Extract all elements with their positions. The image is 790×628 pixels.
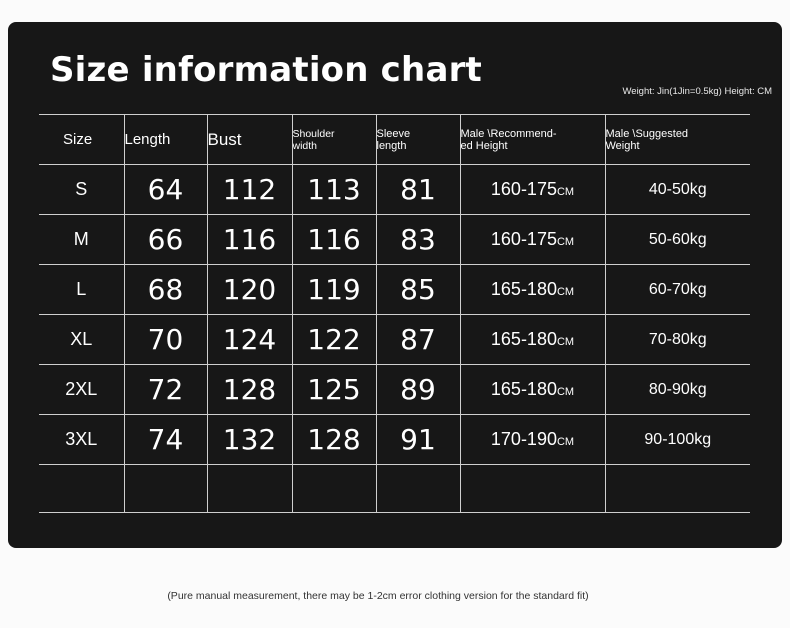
size-chart-card	[8, 22, 782, 548]
cell-size: 3XL	[39, 415, 124, 465]
header-sleeve-line2: length	[376, 139, 407, 152]
cell-bust: 132	[207, 415, 292, 465]
empty-cell	[376, 465, 460, 513]
header-weight-line2: Weight	[605, 139, 640, 152]
height-value: 165-180	[490, 379, 557, 399]
cell-length: 66	[124, 215, 207, 265]
cell-sleeve: 87	[376, 315, 460, 365]
height-unit: CM	[556, 386, 575, 398]
height-value: 165-180	[490, 329, 557, 349]
cell-bust: 124	[207, 315, 292, 365]
header-weight-line1: Male \Suggested	[605, 127, 689, 140]
table-row-m	[39, 215, 750, 265]
empty-cell	[292, 465, 376, 513]
cell-weight: 90-100kg	[605, 415, 750, 465]
height-unit: CM	[556, 286, 575, 298]
empty-cell	[207, 465, 292, 513]
cell-shoulder: 119	[292, 265, 376, 315]
header-sleeve	[376, 115, 460, 165]
cell-length: 64	[124, 165, 207, 215]
cell-bust: 112	[207, 165, 292, 215]
cell-height	[460, 415, 605, 465]
height-unit: CM	[556, 436, 575, 448]
cell-length: 72	[124, 365, 207, 415]
cell-weight: 60-70kg	[605, 265, 750, 315]
table-row-2xl	[39, 365, 750, 415]
cell-weight: 70-80kg	[605, 315, 750, 365]
header-height	[460, 115, 605, 165]
cell-bust: 120	[207, 265, 292, 315]
cell-sleeve: 81	[376, 165, 460, 215]
empty-cell	[460, 465, 605, 513]
empty-cell	[605, 465, 750, 513]
cell-shoulder: 128	[292, 415, 376, 465]
header-shoulder-line1: Shoulder	[292, 127, 335, 140]
table-row-empty	[39, 465, 750, 513]
header-height-line1: Male \Recommend-	[460, 127, 557, 140]
cell-weight: 50-60kg	[605, 215, 750, 265]
cell-weight: 80-90kg	[605, 365, 750, 415]
cell-height	[460, 165, 605, 215]
cell-sleeve: 89	[376, 365, 460, 415]
cell-shoulder: 125	[292, 365, 376, 415]
cell-height	[460, 265, 605, 315]
header-size: Size	[39, 115, 124, 165]
header-sleeve-line1: Sleeve	[376, 127, 411, 140]
table-row-3xl	[39, 415, 750, 465]
size-table	[39, 114, 750, 513]
cell-height	[460, 215, 605, 265]
cell-shoulder: 122	[292, 315, 376, 365]
header-bust: Bust	[207, 115, 292, 165]
cell-height	[460, 315, 605, 365]
table-row-s	[39, 165, 750, 215]
cell-size: L	[39, 265, 124, 315]
cell-size: S	[39, 165, 124, 215]
table-row-l	[39, 265, 750, 315]
cell-sleeve: 91	[376, 415, 460, 465]
height-value: 160-175	[490, 229, 557, 249]
header-height-line2: ed Height	[460, 139, 508, 152]
cell-height	[460, 365, 605, 415]
height-unit: CM	[556, 186, 575, 198]
cell-size: 2XL	[39, 365, 124, 415]
cell-sleeve: 83	[376, 215, 460, 265]
unit-note: Weight: Jin(1Jin=0.5kg) Height: CM	[622, 86, 772, 97]
cell-size: XL	[39, 315, 124, 365]
empty-cell	[39, 465, 124, 513]
height-unit: CM	[556, 236, 575, 248]
cell-length: 74	[124, 415, 207, 465]
header-length: Length	[124, 115, 207, 165]
cell-length: 68	[124, 265, 207, 315]
height-value: 165-180	[490, 279, 557, 299]
cell-shoulder: 116	[292, 215, 376, 265]
table-row-xl	[39, 315, 750, 365]
empty-cell	[124, 465, 207, 513]
measurement-footnote: (Pure manual measurement, there may be 1-2cm error clothing version for the standard fit)	[167, 590, 589, 602]
header-shoulder-line2: width	[292, 139, 318, 152]
cell-bust: 128	[207, 365, 292, 415]
height-value: 160-175	[490, 179, 557, 199]
height-value: 170-190	[490, 429, 557, 449]
header-shoulder	[292, 115, 376, 165]
header-weight	[605, 115, 750, 165]
cell-weight: 40-50kg	[605, 165, 750, 215]
cell-size: M	[39, 215, 124, 265]
height-unit: CM	[556, 336, 575, 348]
cell-length: 70	[124, 315, 207, 365]
chart-title: Size information chart	[50, 50, 483, 90]
table-header-row	[39, 115, 750, 165]
cell-shoulder: 113	[292, 165, 376, 215]
cell-sleeve: 85	[376, 265, 460, 315]
cell-bust: 116	[207, 215, 292, 265]
